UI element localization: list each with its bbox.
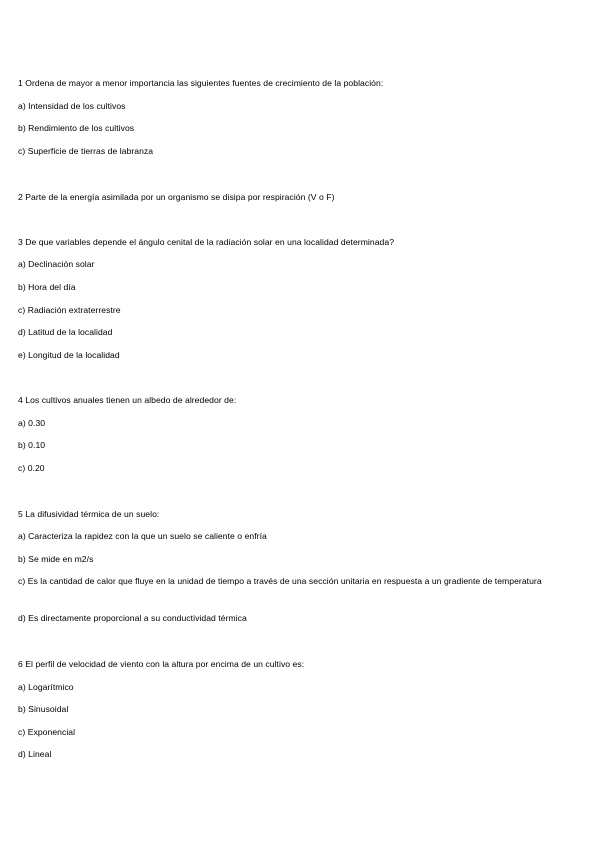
- question-3-option-b: b) Hora del día: [18, 282, 76, 292]
- question-4-option-b: b) 0.10: [18, 440, 46, 450]
- question-1-text: 1 Ordena de mayor a menor importancia las siguientes fuentes de crecimiento de la población:: [18, 78, 384, 88]
- question-5-text: 5 La difusividad térmica de un suelo:: [18, 509, 160, 519]
- question-6-option-d: d) Lineal: [18, 749, 52, 759]
- question-2-text: 2 Parte de la energía asimilada por un organismo se disipa por respiración (V o F): [18, 192, 335, 202]
- question-3-option-d: d) Latitud de la localidad: [18, 327, 113, 337]
- question-6-option-a: a) Logarítmico: [18, 682, 74, 692]
- question-1-option-c: c) Superficie de tierras de labranza: [18, 146, 154, 156]
- question-6-option-c: c) Exponencial: [18, 727, 76, 737]
- question-4-option-c: c) 0.20: [18, 463, 45, 473]
- question-4-option-a: a) 0.30: [18, 418, 46, 428]
- question-5-option-a: a) Caracteriza la rapidez con la que un suelo se caliente o enfría: [18, 531, 267, 541]
- question-6-text: 6 El perfil de velocidad de viento con la altura por encima de un cultivo es:: [18, 659, 305, 669]
- question-4-text: 4 Los cultivos anuales tienen un albedo de alrededor de:: [18, 395, 237, 405]
- question-3-option-c: c) Radiación extraterrestre: [18, 305, 121, 315]
- question-5-option-b: b) Se mide en m2/s: [18, 554, 94, 564]
- question-3-option-a: a) Declinación solar: [18, 259, 95, 269]
- question-5-option-d: d) Es directamente proporcional a su conductividad térmica: [18, 613, 247, 623]
- question-1-option-b: b) Rendimiento de los cultivos: [18, 123, 135, 133]
- question-3-text: 3 De que variables depende el ángulo cenital de la radiación solar en una localidad determinada?: [18, 237, 395, 247]
- question-5-option-c: c) Es la cantidad de calor que fluye en la unidad de tiempo a través de una sección unitaria en respuesta a un gradiente de temperatura: [18, 576, 542, 586]
- question-3-option-e: e) Longitud de la localidad: [18, 350, 120, 360]
- question-6-option-b: b) Sinusoidal: [18, 704, 69, 714]
- question-1-option-a: a) Intensidad de los cultivos: [18, 101, 126, 111]
